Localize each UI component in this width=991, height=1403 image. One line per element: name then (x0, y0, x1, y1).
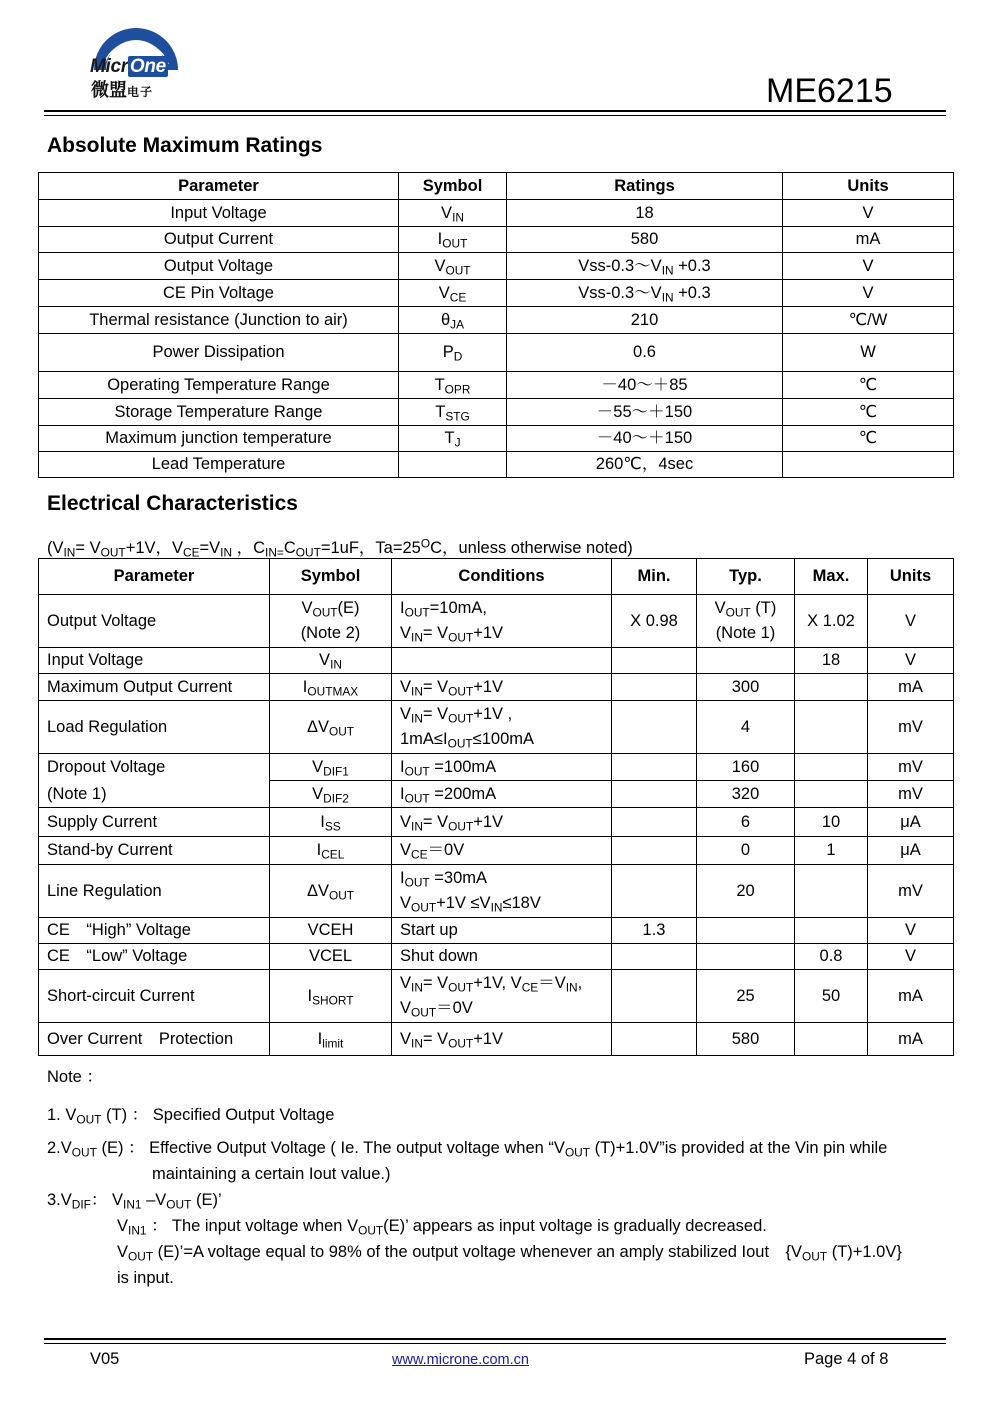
amr-unit: mA (783, 227, 954, 253)
amr-param: Operating Temperature Range (39, 372, 399, 399)
table-row (39, 253, 954, 280)
ec-conditions: Shut down (392, 944, 612, 970)
ec-conditions: $I_{OUT}=10mA$, $V_{IN}= V_{OUT}+1V$ (392, 595, 612, 648)
table-row (39, 674, 954, 701)
amr-unit: V (783, 280, 954, 307)
table-row (39, 334, 954, 372)
ec-typ: 6 (697, 808, 795, 837)
ec-typ: 0 (697, 837, 795, 865)
ec-col-max: Max. (795, 559, 868, 595)
ec-conditions: $V_{IN}= V_{OUT}+1V$ (392, 808, 612, 837)
table-row (39, 307, 954, 334)
table-row (39, 1023, 954, 1056)
ec-typ: 300 (697, 674, 795, 701)
ec-min (612, 1023, 697, 1056)
table-row (39, 944, 954, 970)
ec-param: Short-circuit Current (39, 970, 270, 1023)
page-number: Page 4 of 8 (804, 1350, 889, 1368)
amr-unit (783, 452, 954, 478)
amr-param: Thermal resistance (Junction to air) (39, 307, 399, 334)
footer-rule-thin (44, 1343, 946, 1344)
ec-col-parameter: Parameter (39, 559, 270, 595)
ec-symbol: $V_{IN}$ (270, 648, 392, 674)
ec-symbol: $I_{limit}$ (270, 1023, 392, 1056)
ec-max: 0.8 (795, 944, 868, 970)
ec-unit: V (868, 918, 954, 944)
ec-symbol: $V_{DIF2}$ (270, 781, 392, 808)
ec-unit: mA (868, 1023, 954, 1056)
ec-max (795, 754, 868, 781)
ec-unit: mA (868, 674, 954, 701)
ec-unit: mV (868, 865, 954, 918)
logo-chinese-name: 微盟电子 (91, 80, 154, 100)
ec-param: Dropout Voltage (Note 1) (39, 754, 270, 808)
ec-typ: 20 (697, 865, 795, 918)
amr-unit: W (783, 334, 954, 372)
ec-col-symbol: Symbol (270, 559, 392, 595)
ec-symbol: $I_{OUTMAX}$ (270, 674, 392, 701)
ec-unit: mV (868, 754, 954, 781)
ec-unit: V (868, 944, 954, 970)
amr-param: Power Dissipation (39, 334, 399, 372)
amr-rating: 210 (507, 307, 783, 334)
ec-min: X 0.98 (612, 595, 697, 648)
amr-unit: ℃ (783, 372, 954, 399)
ec-symbol: $I_{CEL}$ (270, 837, 392, 865)
ec-max (795, 701, 868, 754)
notes-title: Note ： (47, 1068, 103, 1086)
amr-param: Storage Temperature Range (39, 399, 399, 426)
amr-param: Output Voltage (39, 253, 399, 280)
footer-rule-thick (44, 1338, 946, 1340)
section-title-ec: Electrical Characteristics (47, 492, 298, 515)
ec-symbol: $I_{SS}$ (270, 808, 392, 837)
amr-col-symbol: Symbol (399, 173, 507, 200)
ec-symbol: $\Delta V_{OUT}$ (270, 865, 392, 918)
ec-conditions (392, 648, 612, 674)
ec-max (795, 865, 868, 918)
amr-rating: 0.6 (507, 334, 783, 372)
amr-rating: 260℃，4sec (507, 452, 783, 478)
table-row (39, 372, 954, 399)
ec-conditions: $I_{OUT} =200mA$ (392, 781, 612, 808)
ec-param: Line Regulation (39, 865, 270, 918)
header-rule-thin (44, 115, 946, 116)
note-3-vin1: $V_{IN1}$ ： The input voltage when $V_{OUT}(E)$’ appears as input voltage is gradually decreased. (117, 1217, 767, 1238)
ec-unit: μA (868, 837, 954, 865)
ec-symbol: $V_{DIF1}$ (270, 754, 392, 781)
amr-symbol: $I_{OUT}$ (399, 227, 507, 253)
ec-max: 1 (795, 837, 868, 865)
amr-symbol: $T_{STG}$ (399, 399, 507, 426)
ec-symbol: $I_{SHORT}$ (270, 970, 392, 1023)
table-row (39, 227, 954, 253)
table-row (39, 837, 954, 865)
amr-symbol: $\theta_{JA}$ (399, 307, 507, 334)
amr-rating: Vss-$0.3\sim V_{IN} +0.3$ (507, 280, 783, 307)
ec-conditions: $V_{IN}= V_{OUT}+1V$ (392, 1023, 612, 1056)
amr-param: Output Current (39, 227, 399, 253)
ec-min (612, 674, 697, 701)
ec-param: Input Voltage (39, 648, 270, 674)
ec-min (612, 970, 697, 1023)
amr-symbol (399, 452, 507, 478)
amr-param: Input Voltage (39, 200, 399, 227)
ec-conditions: $V_{IN}= V_{OUT}+1V$, $V_{CE}=V_{IN}$, $V_{OUT}=0V$ (392, 970, 612, 1023)
note-2: $2.V_{OUT}$ (E) ： Effective Output Voltage ( Ie. The output voltage when “$V_{OUT}$ (T)+1.0V”is provided at the Vin pin while (47, 1139, 888, 1160)
ec-typ (697, 944, 795, 970)
ec-param: Supply Current (39, 808, 270, 837)
amr-header-row (39, 173, 954, 200)
document-title: ME6215 (766, 72, 893, 110)
ec-conditions: Start up (392, 918, 612, 944)
amr-symbol: $V_{IN}$ (399, 200, 507, 227)
amr-symbol: $V_{OUT}$ (399, 253, 507, 280)
ec-param: Stand-by Current (39, 837, 270, 865)
amr-rating: －55～＋150 (507, 399, 783, 426)
ec-table (38, 558, 954, 1056)
ec-param: CE “Low” Voltage (39, 944, 270, 970)
amr-rating: 580 (507, 227, 783, 253)
table-row (39, 865, 954, 918)
ec-typ: 160 (697, 754, 795, 781)
note-1: 1. $V_{OUT}$ (T) ： Specified Output Voltage (47, 1106, 335, 1127)
ec-min (612, 754, 697, 781)
ec-min (612, 781, 697, 808)
ec-unit: μA (868, 808, 954, 837)
amr-rating: －40～＋150 (507, 426, 783, 452)
ec-unit: V (868, 648, 954, 674)
ec-min (612, 944, 697, 970)
note-3-end: is input. (117, 1269, 174, 1287)
note-3: $3.V_{DIF}$： $V_{IN1}$ $-V_{OUT}$ (E)’ (47, 1191, 222, 1212)
amr-unit: ℃ (783, 399, 954, 426)
amr-param: CE Pin Voltage (39, 280, 399, 307)
amr-rating: 18 (507, 200, 783, 227)
ec-param: Output Voltage (39, 595, 270, 648)
note-3-vout: $V_{OUT}$ (E)’=A voltage equal to 98% of the output voltage whenever an amply stabilized Iout {$V_{OUT}$ (T)+1.0V} (117, 1243, 902, 1264)
website-link[interactable]: www.microne.com.cn (392, 1352, 529, 1368)
ec-unit: mA (868, 970, 954, 1023)
ec-min (612, 648, 697, 674)
amr-col-units: Units (783, 173, 954, 200)
ec-min (612, 808, 697, 837)
ec-col-typ: Typ. (697, 559, 795, 595)
ec-col-min: Min. (612, 559, 697, 595)
amr-unit: ℃/W (783, 307, 954, 334)
amr-symbol: $P_D$ (399, 334, 507, 372)
ec-conditions: $I_{OUT} =30mA$ $V_{OUT}+1V \le V_{IN}\le 18V$ (392, 865, 612, 918)
ec-unit: mV (868, 781, 954, 808)
logo-wordmark: Micr One (90, 56, 166, 77)
company-logo (88, 14, 184, 98)
ec-min: 1.3 (612, 918, 697, 944)
ec-col-units: Units (868, 559, 954, 595)
ec-param: CE “High” Voltage (39, 918, 270, 944)
ec-max: 50 (795, 970, 868, 1023)
ec-max: 10 (795, 808, 868, 837)
table-row (39, 200, 954, 227)
ec-symbol: VCEL (270, 944, 392, 970)
ec-min (612, 837, 697, 865)
table-row (39, 808, 954, 837)
ec-typ: $V_{OUT}$ (T) (Note 1) (697, 595, 795, 648)
table-row (39, 918, 954, 944)
table-row (39, 595, 954, 648)
ec-header-row (39, 559, 954, 595)
amr-param: Lead Temperature (39, 452, 399, 478)
ec-min (612, 865, 697, 918)
ec-typ: 4 (697, 701, 795, 754)
ec-col-conditions: Conditions (392, 559, 612, 595)
amr-symbol: $T_J$ (399, 426, 507, 452)
ec-typ: 25 (697, 970, 795, 1023)
table-row (39, 280, 954, 307)
ec-typ: 580 (697, 1023, 795, 1056)
section-title-amr: Absolute Maximum Ratings (47, 134, 323, 157)
note-2-continued: maintaining a certain Iout value.) (152, 1165, 391, 1183)
table-row (39, 701, 954, 754)
ec-max: X 1.02 (795, 595, 868, 648)
ec-param: Load Regulation (39, 701, 270, 754)
ec-max (795, 674, 868, 701)
amr-rating: －40～＋85 (507, 372, 783, 399)
ec-typ (697, 918, 795, 944)
amr-unit: V (783, 200, 954, 227)
amr-rating: Vss-$0.3\sim V_{IN} +0.3$ (507, 253, 783, 280)
amr-symbol: $T_{OPR}$ (399, 372, 507, 399)
table-row (39, 754, 954, 781)
amr-param: Maximum junction temperature (39, 426, 399, 452)
amr-unit: ℃ (783, 426, 954, 452)
ec-unit: mV (868, 701, 954, 754)
ec-max (795, 781, 868, 808)
ec-symbol: $V_{OUT}(E)$ (Note 2) (270, 595, 392, 648)
ec-typ (697, 648, 795, 674)
ec-symbol: $\Delta V_{OUT}$ (270, 701, 392, 754)
table-row (39, 648, 954, 674)
ec-max (795, 1023, 868, 1056)
amr-symbol: $V_{CE}$ (399, 280, 507, 307)
amr-col-parameter: Parameter (39, 173, 399, 200)
ec-typ: 320 (697, 781, 795, 808)
ec-param: Over Current Protection (39, 1023, 270, 1056)
amr-col-ratings: Ratings (507, 173, 783, 200)
amr-table (38, 172, 954, 478)
table-row (39, 452, 954, 478)
amr-unit: V (783, 253, 954, 280)
ec-symbol: VCEH (270, 918, 392, 944)
ec-conditions: $V_{CE}=0V$ (392, 837, 612, 865)
ec-conditions: $I_{OUT} =100mA$ (392, 754, 612, 781)
ec-min (612, 701, 697, 754)
ec-conditions: $V_{IN}= V_{OUT}+1V$ (392, 674, 612, 701)
header-rule-thick (44, 110, 946, 112)
ec-max: 18 (795, 648, 868, 674)
ec-conditions: $V_{IN}= V_{OUT}+1V$ , $1mA\le I_{OUT}\le 100mA$ (392, 701, 612, 754)
test-conditions-note: ($V_{IN}= V_{OUT}+1V$，$V_{CE}=V_{IN}$ ，$C_{IN=}C_{OUT}=1uF$，$Ta=25^OC$，unless otherwise noted) (47, 536, 633, 560)
table-row (39, 399, 954, 426)
ec-unit: V (868, 595, 954, 648)
table-row (39, 970, 954, 1023)
ec-param: Maximum Output Current (39, 674, 270, 701)
ec-max (795, 918, 868, 944)
document-version: V05 (90, 1350, 120, 1368)
table-row (39, 426, 954, 452)
